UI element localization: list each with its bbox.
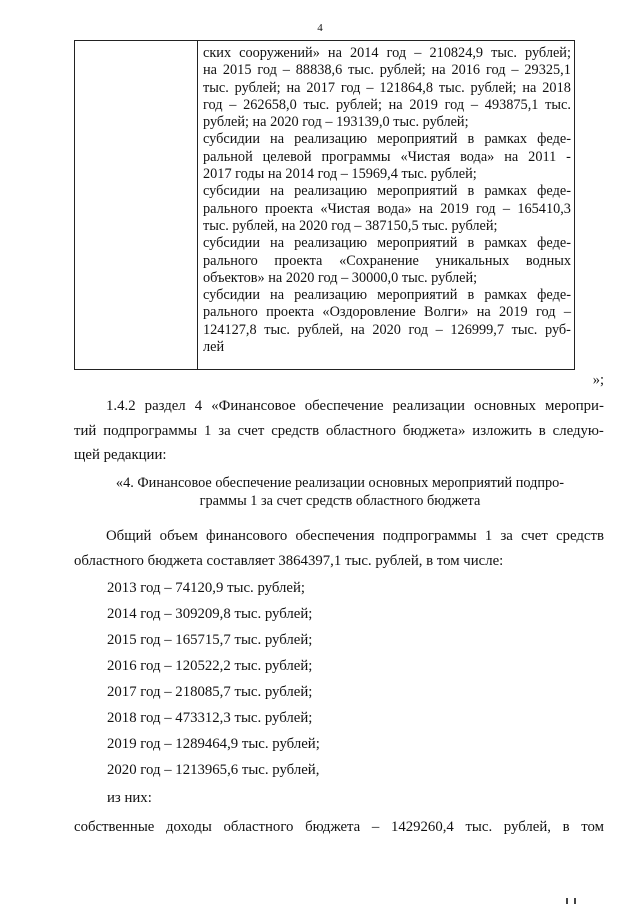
year-amount: 2017 год – 218085,7 тыс. рублей; — [107, 684, 313, 700]
word: на — [270, 131, 285, 148]
scan-mark — [574, 898, 576, 904]
word: 2014 — [349, 45, 379, 61]
word: 165410,3 — [517, 200, 571, 217]
word: 2016 — [451, 62, 481, 79]
word: – — [229, 96, 237, 113]
word: тий — [74, 422, 97, 439]
word: том — [581, 819, 604, 835]
word: «Чистая — [400, 148, 451, 165]
word: реализацию — [294, 235, 368, 252]
table-line — [203, 201, 571, 218]
heading-line: граммы 1 за счет средств областного бюджета — [199, 493, 481, 509]
word: субсидии — [203, 183, 260, 200]
word: областного — [223, 819, 294, 835]
word: мероприятий — [377, 287, 458, 304]
word: рублей; — [470, 79, 517, 96]
table-line — [203, 97, 571, 114]
word: 2019 — [409, 96, 438, 113]
word: рального — [203, 304, 258, 321]
word: изложить — [472, 422, 532, 439]
word: реализацию — [294, 183, 368, 200]
word: обеспечение — [304, 398, 384, 414]
word: рублей; — [234, 79, 281, 96]
heading-line: «4. Финансовое обеспечение реализации основных мероприятий подпро- — [115, 475, 565, 491]
total-paragraph — [74, 524, 604, 573]
word: – — [470, 96, 479, 113]
year-amount: 2013 год – 74120,9 тыс. рублей; — [107, 580, 306, 596]
word: 210824,9 — [429, 45, 484, 61]
word: счет — [521, 528, 548, 544]
word: год — [535, 304, 556, 321]
word: рамках — [484, 287, 528, 304]
word: на — [327, 45, 342, 61]
word: год — [386, 45, 407, 61]
word: – — [511, 62, 519, 79]
word: целевой — [262, 148, 312, 165]
word: «Чистая — [320, 200, 371, 217]
word: тыс. — [348, 62, 374, 79]
word: мероприятий — [377, 235, 458, 252]
word: феде- — [537, 287, 571, 304]
word: тыс. — [203, 79, 229, 96]
word: год — [257, 62, 277, 79]
word: 262658,0 — [243, 96, 297, 113]
word: 88838,6 — [295, 62, 343, 79]
word: – — [282, 62, 290, 79]
word: в — [562, 819, 570, 835]
word: 2020 — [372, 321, 401, 338]
word: в — [538, 422, 546, 439]
word: подпрограммы — [382, 528, 477, 544]
word: на — [350, 321, 365, 338]
word: субсидии — [203, 287, 260, 304]
year-amount: 2016 год – 120522,2 тыс. рублей; — [107, 658, 313, 674]
word: на — [431, 62, 446, 79]
table-line: тыс. рублей, на 2020 год – 387150,5 тыс. рублей; — [203, 217, 498, 234]
table-line — [203, 183, 571, 200]
word: на — [476, 304, 491, 321]
word: рублей, — [297, 321, 344, 338]
word: за — [500, 528, 513, 544]
year-amount: 2020 год – 1213965,6 тыс. рублей, — [107, 762, 320, 778]
word: 1 — [484, 528, 493, 544]
word: феде- — [537, 183, 571, 200]
word: программы — [321, 148, 391, 165]
year-amount: 2019 год – 1289464,9 тыс. рублей; — [107, 736, 320, 752]
word: мероприятий — [377, 131, 458, 148]
word: бюджета» — [402, 422, 466, 439]
word: подпрограммы — [103, 422, 198, 439]
word: тыс. — [491, 45, 517, 61]
word: вода» — [460, 148, 495, 165]
word: субсидии — [203, 131, 260, 148]
word: в — [467, 183, 475, 200]
word: 2017 — [306, 79, 335, 96]
amendment-paragraph — [74, 394, 604, 468]
word: «Оздоровление — [322, 304, 416, 321]
year-amount: 2015 год – 165715,7 тыс. рублей; — [107, 632, 313, 648]
word: в — [467, 131, 475, 148]
word: меропри- — [545, 398, 604, 414]
of-which-label: из них: — [107, 790, 152, 806]
word: водных — [525, 252, 571, 269]
word: сооружений» — [239, 45, 320, 61]
word: год — [203, 96, 223, 113]
word: феде- — [537, 131, 571, 148]
table-left-cell — [75, 41, 198, 369]
word: тыс. — [303, 96, 330, 113]
word: на — [270, 235, 285, 252]
word: 29325,1 — [524, 62, 571, 79]
word: рамках — [484, 131, 528, 148]
word: тыс. — [438, 79, 465, 96]
word: рублей, — [503, 819, 551, 835]
word: доходы — [165, 819, 212, 835]
word: рублей; — [379, 62, 426, 79]
word: на — [203, 62, 217, 79]
year-amount: 2018 год – 473312,3 тыс. рублей; — [107, 710, 313, 726]
word: – — [435, 321, 443, 338]
table-line — [203, 62, 571, 79]
word: 2019 — [440, 200, 469, 217]
word: - — [566, 148, 571, 165]
word: вода» — [377, 200, 412, 217]
table-right-cell — [203, 45, 571, 356]
word: рамках — [484, 183, 528, 200]
word: тыс. — [264, 321, 290, 338]
word: Волги» — [424, 304, 469, 321]
word: средств — [556, 528, 604, 544]
word: – — [502, 200, 511, 217]
word: ских — [203, 45, 232, 61]
own-revenue-paragraph — [74, 815, 604, 840]
word: в — [467, 287, 475, 304]
word: счет — [237, 422, 265, 439]
word: 2018 — [542, 79, 571, 96]
word: год — [340, 79, 361, 96]
word: бюджета — [305, 819, 361, 835]
word: год — [408, 321, 429, 338]
word: проекта — [266, 304, 315, 321]
program-table — [74, 40, 575, 370]
word: феде- — [537, 235, 571, 252]
paragraph-line — [74, 524, 604, 549]
word: средств — [271, 422, 320, 439]
word: тыс. — [545, 96, 571, 113]
table-line: рублей; на 2020 год – 193139,0 тыс. рублей; — [203, 114, 469, 131]
word: мероприятий — [377, 183, 458, 200]
word: проекта — [265, 200, 314, 217]
scan-mark — [566, 898, 568, 904]
word: «Сохранение — [339, 252, 419, 269]
closing-quote: »; — [592, 372, 604, 388]
word: на — [418, 200, 433, 217]
word: финансового — [206, 528, 288, 544]
word: – — [563, 304, 571, 321]
word: 1 — [203, 422, 212, 439]
word: объем — [159, 528, 198, 544]
word: год — [444, 96, 465, 113]
table-line — [203, 149, 571, 166]
paragraph-line — [74, 394, 604, 419]
table-line — [203, 45, 571, 62]
word: реализации — [392, 398, 465, 414]
table-line — [203, 235, 571, 252]
table-line — [203, 322, 571, 339]
word: 4 — [194, 398, 203, 414]
table-line — [203, 304, 571, 321]
word: 2015 — [222, 62, 252, 79]
word: тыс. — [465, 819, 493, 835]
table-line — [203, 253, 571, 270]
paragraph-line — [74, 419, 604, 444]
table-line: объектов» на 2020 год – 30000,0 тыс. рублей; — [203, 269, 478, 286]
word: областного — [325, 422, 396, 439]
word: на — [388, 96, 403, 113]
word: в — [467, 235, 475, 252]
table-line — [203, 287, 571, 304]
table-line: 2017 годы на 2014 год – 15969,4 тыс. рублей; — [203, 166, 477, 183]
word: год — [485, 62, 506, 79]
word: на — [286, 79, 301, 96]
word: рального — [203, 252, 258, 269]
word: рублей; — [335, 96, 382, 113]
word: 493875,1 — [484, 96, 539, 113]
word: обеспечения — [295, 528, 375, 544]
word: 1.4.2 — [106, 398, 136, 414]
word: 126999,7 — [450, 321, 505, 338]
word: на — [270, 183, 285, 200]
word: на — [522, 79, 537, 96]
section-heading — [100, 474, 580, 510]
word: раздел — [144, 398, 186, 414]
table-line: лей — [203, 339, 225, 356]
word: 2019 — [499, 304, 528, 321]
year-amount: 2014 год – 309209,8 тыс. рублей; — [107, 606, 313, 622]
word: тыс. — [511, 321, 538, 338]
word: проекта — [274, 252, 323, 269]
word: субсидии — [203, 235, 260, 252]
word: следую- — [552, 422, 604, 439]
word: год — [476, 200, 496, 217]
word: – — [366, 79, 374, 96]
paragraph-line — [74, 815, 604, 840]
word: основных — [474, 398, 536, 414]
word: на — [504, 148, 519, 165]
word: собственные — [74, 819, 155, 835]
table-line — [203, 131, 571, 148]
word: рамках — [484, 235, 528, 252]
word: рублей; — [524, 45, 571, 61]
word: 124127,8 — [203, 321, 257, 338]
word: рального — [203, 200, 258, 217]
paragraph-line: щей редакции: — [74, 447, 167, 463]
word: ральной — [203, 148, 253, 165]
word: 121864,8 — [379, 79, 433, 96]
paragraph-line: областного бюджета составляет 3864397,1 тыс. рублей, в том числе: — [74, 552, 504, 569]
word: руб- — [544, 321, 571, 338]
word: 2011 — [528, 148, 557, 165]
word: Общий — [106, 528, 152, 544]
word: «Финансовое — [211, 398, 296, 414]
word: на — [270, 287, 285, 304]
word: – — [371, 819, 380, 835]
table-line — [203, 80, 571, 97]
word: реализацию — [294, 131, 368, 148]
word: 1429260,4 — [390, 819, 454, 835]
word: – — [414, 45, 422, 61]
word: уникальных — [435, 252, 510, 269]
page-number: 4 — [317, 22, 323, 34]
word: за — [218, 422, 231, 439]
word: реализацию — [294, 287, 368, 304]
